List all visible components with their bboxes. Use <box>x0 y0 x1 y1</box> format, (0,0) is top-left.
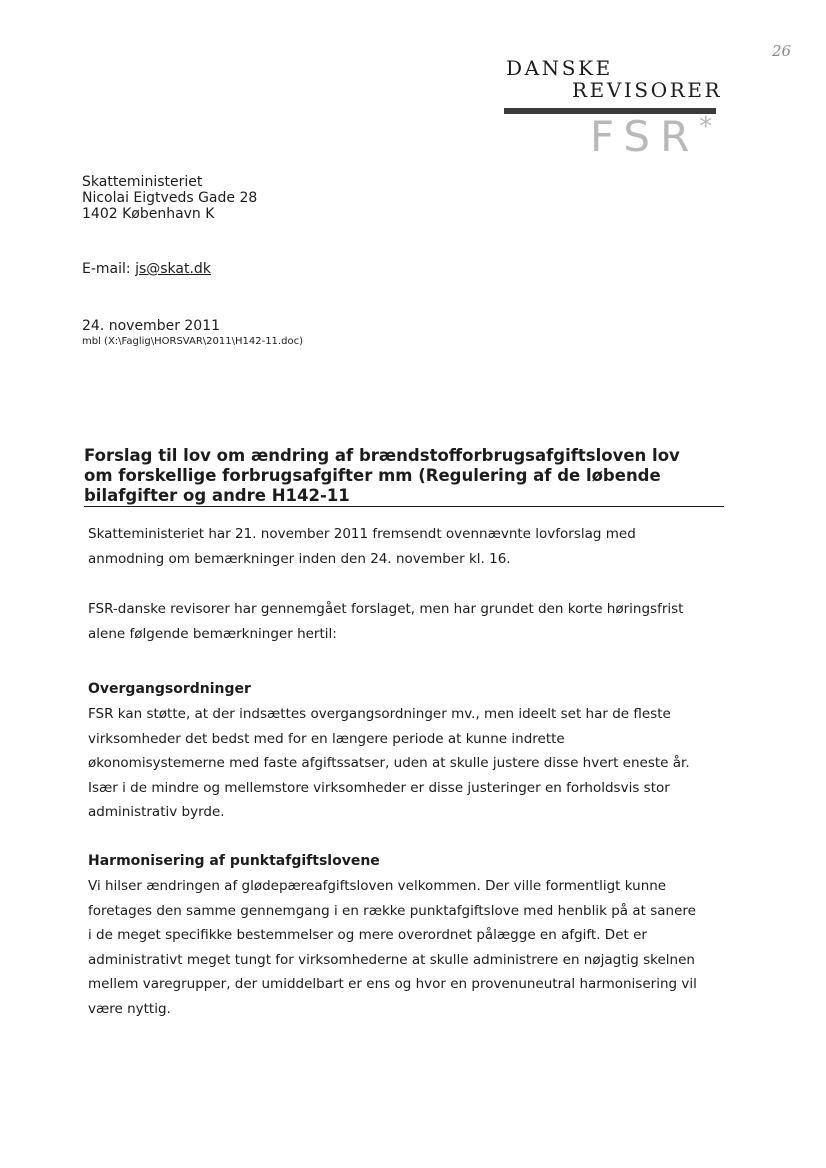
recipient-address <box>82 174 257 222</box>
file-reference: mbl (X:\Faglig\HORSVAR\2011\H142-11.doc) <box>82 336 303 347</box>
paragraph-line: alene følgende bemærkninger hertil: <box>88 625 337 642</box>
page-number: 26 <box>772 42 792 60</box>
logo-mark-fsr <box>590 112 712 161</box>
title-line: om forskellige forbrugsafgifter mm (Regulering af de løbende <box>84 466 661 485</box>
logo-star: * <box>699 112 713 142</box>
paragraph-line: mellem varegrupper, der umiddelbart er ens og hvor en provenuneutral harmonisering vil <box>88 976 697 992</box>
section-body-overgangsordninger <box>88 702 690 825</box>
paragraph-line: FSR kan støtte, at der indsættes overgangsordninger mv., men ideelt set har de fleste <box>88 706 671 722</box>
paragraph-line: administrativt meget tungt for virksomhederne at skulle administrere en nøjagtig skelnen <box>88 951 695 968</box>
recipient-city: 1402 København K <box>82 206 215 222</box>
recipient-name: Skatteministeriet <box>82 174 203 190</box>
email-line <box>82 261 211 277</box>
paragraph-fsr <box>88 597 683 646</box>
email-label: E-mail: <box>82 261 131 277</box>
paragraph-line: virksomheder det bedst med for en længere periode at kunne indrette <box>88 730 565 747</box>
paragraph-line: være nyttig. <box>88 1000 171 1017</box>
title-line: Forslag til lov om ændring af brændstofforbrugsafgiftsloven lov <box>84 446 680 465</box>
paragraph-line: anmodning om bemærkninger inden den 24. november kl. 16. <box>88 550 511 567</box>
recipient-street: Nicolai Eigtveds Gade 28 <box>82 190 258 206</box>
paragraph-line: i de meget specifikke bestemmelser og mere overordnet pålægge en afgift. Det er <box>88 927 647 943</box>
logo-mark-text: FSR <box>590 112 700 161</box>
paragraph-intro <box>88 522 636 571</box>
paragraph-line: økonomisystemerne med faste afgiftssatser, uden at skulle justere disse hvert eneste år. <box>88 755 690 771</box>
logo-line-revisorer: REVISORER <box>572 78 723 102</box>
paragraph-line: Skatteministeriet har 21. november 2011 fremsendt ovennævnte lovforslag med <box>88 526 636 542</box>
letter-date: 24. november 2011 <box>82 318 221 334</box>
section-heading-harmonisering: Harmonisering af punktafgiftslovene <box>88 853 380 869</box>
logo-line-danske: DANSKE <box>506 56 613 80</box>
paragraph-line: Især i de mindre og mellemstore virksomheder er disse justeringer en forholdsvis stor <box>88 779 670 796</box>
fsr-logo <box>500 56 722 166</box>
section-body-harmonisering <box>88 874 697 1021</box>
document-title <box>84 446 724 506</box>
title-underline <box>84 506 724 507</box>
paragraph-line: foretages den samme gennemgang i en række punktafgiftslove med henblik på at sanere <box>88 902 696 919</box>
paragraph-line: administrativ byrde. <box>88 804 225 820</box>
paragraph-line: Vi hilser ændringen af glødepæreafgiftsloven velkommen. Der ville formentligt kunne <box>88 878 667 894</box>
section-heading-overgangsordninger: Overgangsordninger <box>88 681 251 697</box>
email-link[interactable]: js@skat.dk <box>135 261 211 277</box>
paragraph-line: FSR-danske revisorer har gennemgået forslaget, men har grundet den korte høringsfrist <box>88 601 684 617</box>
title-line: bilafgifter og andre H142-11 <box>84 486 350 505</box>
